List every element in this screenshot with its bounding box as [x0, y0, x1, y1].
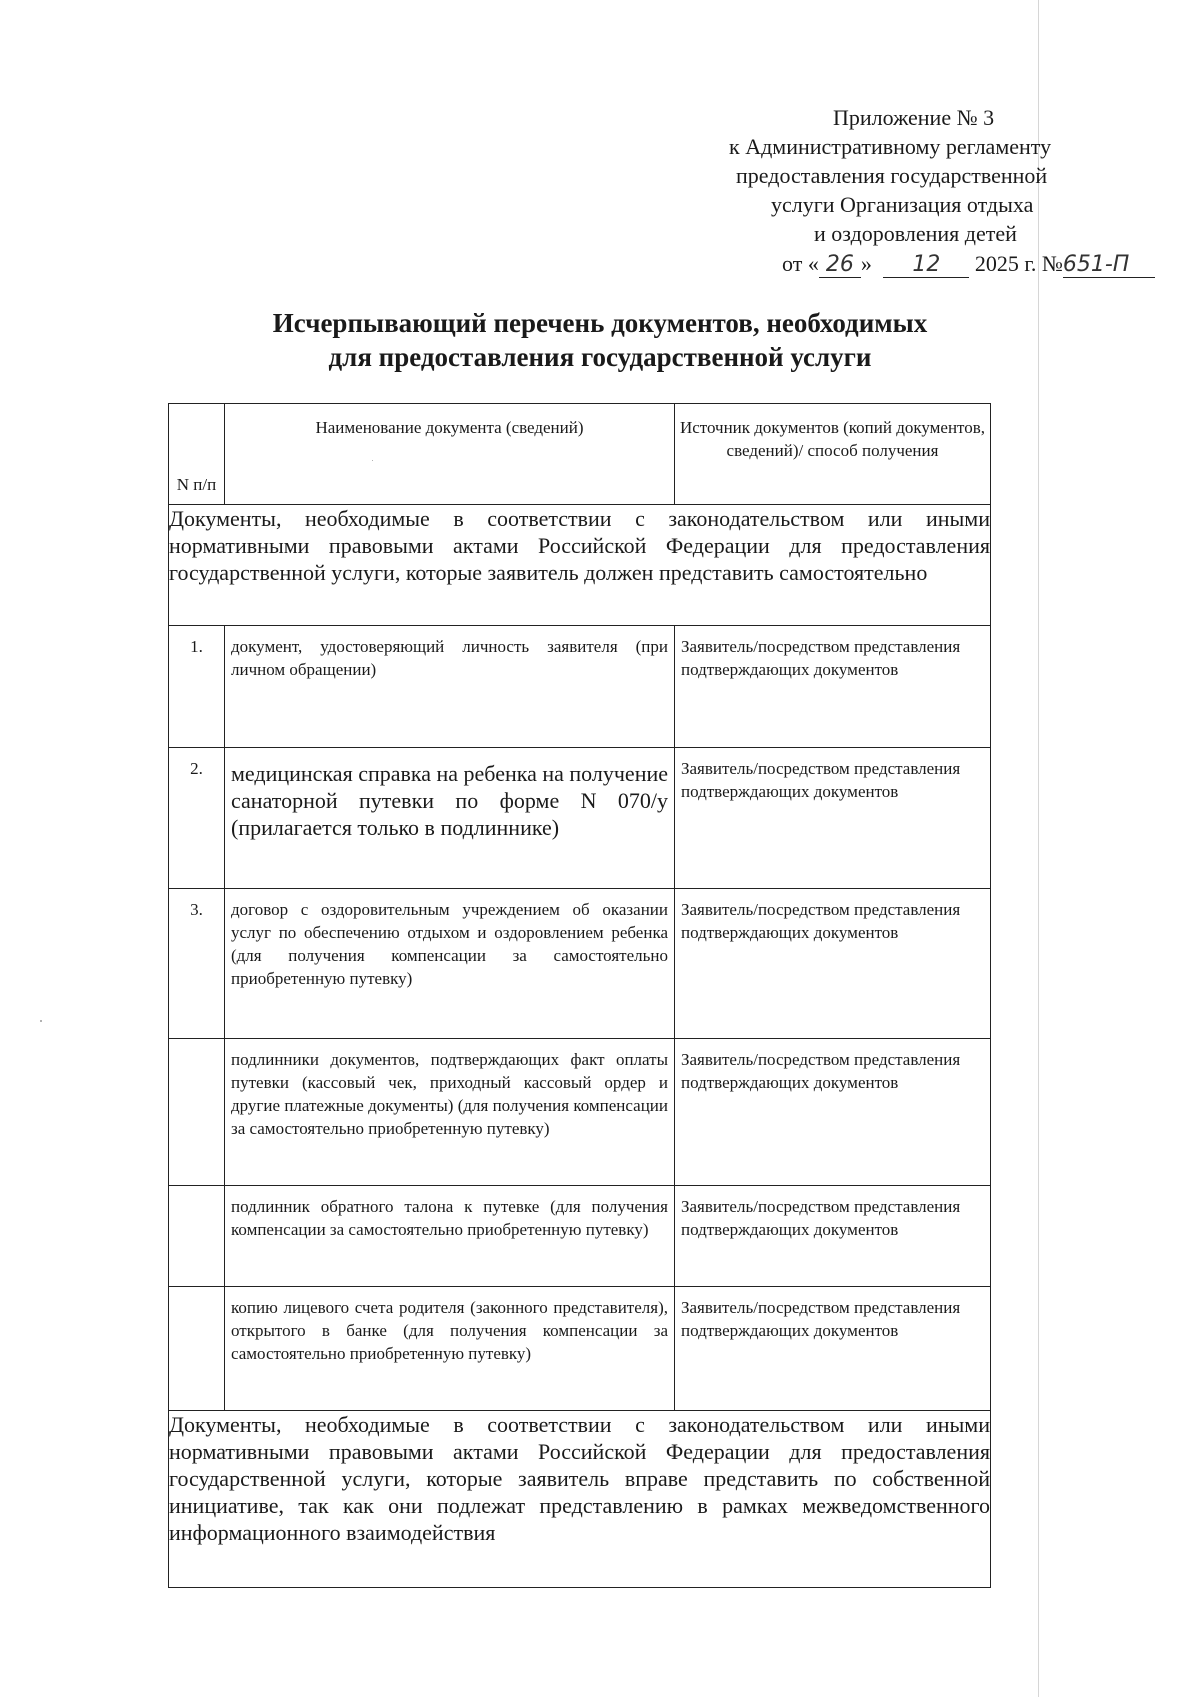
scan-speck [40, 1020, 42, 1022]
annex-date-line [782, 249, 1155, 278]
annex-line-4: услуги Организация отдыха [771, 192, 1034, 217]
row-source: Заявитель/посредством представления подтверждающих документов [675, 1287, 991, 1411]
row-number [169, 1186, 225, 1287]
date-month-handwritten: 12 [883, 253, 969, 278]
row-document-name: копию лицевого счета родителя (законного представителя), открытого в банке (для получения компенсации за самостоятельно приобретенную путевку) [225, 1287, 675, 1411]
row-document-name: подлинник обратного талона к путевке (для получения компенсации за самостоятельно приобретенную путевку) [225, 1186, 675, 1287]
row-number: 2. [169, 748, 225, 889]
table-row [169, 1287, 991, 1411]
row-number [169, 1039, 225, 1186]
row-document-name: договор с оздоровительным учреждением об оказании услуг по обеспечению отдыхом и оздоровлением ребенка (для получения компенсации за самостоятельно приобретенную путевку) [225, 889, 675, 1039]
table-header-row [169, 404, 991, 505]
table-row [169, 1186, 991, 1287]
section-row-mandatory [169, 505, 991, 626]
section-heading-mandatory: Документы, необходимые в соответствии с законодательством или иными нормативными правовыми актами Российской Федерации для предоставления государственной услуги, которые заявитель должен представить самостоятельно [169, 505, 991, 626]
header-document-name: Наименование документа (сведений) [225, 404, 675, 505]
table-row [169, 1039, 991, 1186]
row-document-name: документ, удостоверяющий личность заявителя (при личном обращении) [225, 626, 675, 748]
title-line-2: для предоставления государственной услуги [328, 342, 872, 372]
annex-line-1: Приложение № 3 [833, 105, 995, 130]
date-mid: » [860, 251, 872, 276]
header-source: Источник документов (копий документов, сведений)/ способ получения [675, 404, 991, 505]
row-source: Заявитель/посредством представления подтверждающих документов [675, 1039, 991, 1186]
row-document-name: подлинники документов, подтверждающих факт оплаты путевки (кассовый чек, приходный кассовый ордер и другие платежные документы) (для получения компенсации за самостоятельно приобретенную путевку) [225, 1039, 675, 1186]
table-row [169, 889, 991, 1039]
row-number: 1. [169, 626, 225, 748]
annex-line-5: и оздоровления детей [814, 221, 1017, 246]
table-row [169, 626, 991, 748]
annex-line-3: предоставления государственной [736, 163, 1048, 188]
section-heading-optional: Документы, необходимые в соответствии с законодательством или иными нормативными правовыми актами Российской Федерации для предоставления государственной услуги, которые заявитель вправе представить по собственной инициативе, так как они подлежат представлению в рамках межведомственного информационного взаимодействия [169, 1411, 991, 1588]
row-source: Заявитель/посредством представления подтверждающих документов [675, 748, 991, 889]
section-row-optional [169, 1411, 991, 1588]
annex-line-2: к Административному регламенту [729, 134, 1052, 159]
header-number: N п/п [169, 404, 225, 505]
documents-table [168, 403, 991, 1588]
row-source: Заявитель/посредством представления подтверждающих документов [675, 889, 991, 1039]
title-line-1: Исчерпывающий перечень документов, необходимых [272, 308, 928, 338]
row-number [169, 1287, 225, 1411]
date-prefix: от « [782, 251, 819, 276]
table-row [169, 748, 991, 889]
date-year: 2025 г. [974, 251, 1037, 276]
number-sign: № [1041, 251, 1063, 276]
row-source: Заявитель/посредством представления подтверждающих документов [675, 626, 991, 748]
page-title [170, 306, 1030, 374]
number-handwritten: 651-П [1063, 253, 1155, 278]
date-day-handwritten: 26 [819, 253, 861, 278]
row-source: Заявитель/посредством представления подтверждающих документов [675, 1186, 991, 1287]
row-document-name: медицинская справка на ребенка на получение санаторной путевки по форме N 070/у (прилагается только в подлиннике) [225, 748, 675, 889]
row-number: 3. [169, 889, 225, 1039]
